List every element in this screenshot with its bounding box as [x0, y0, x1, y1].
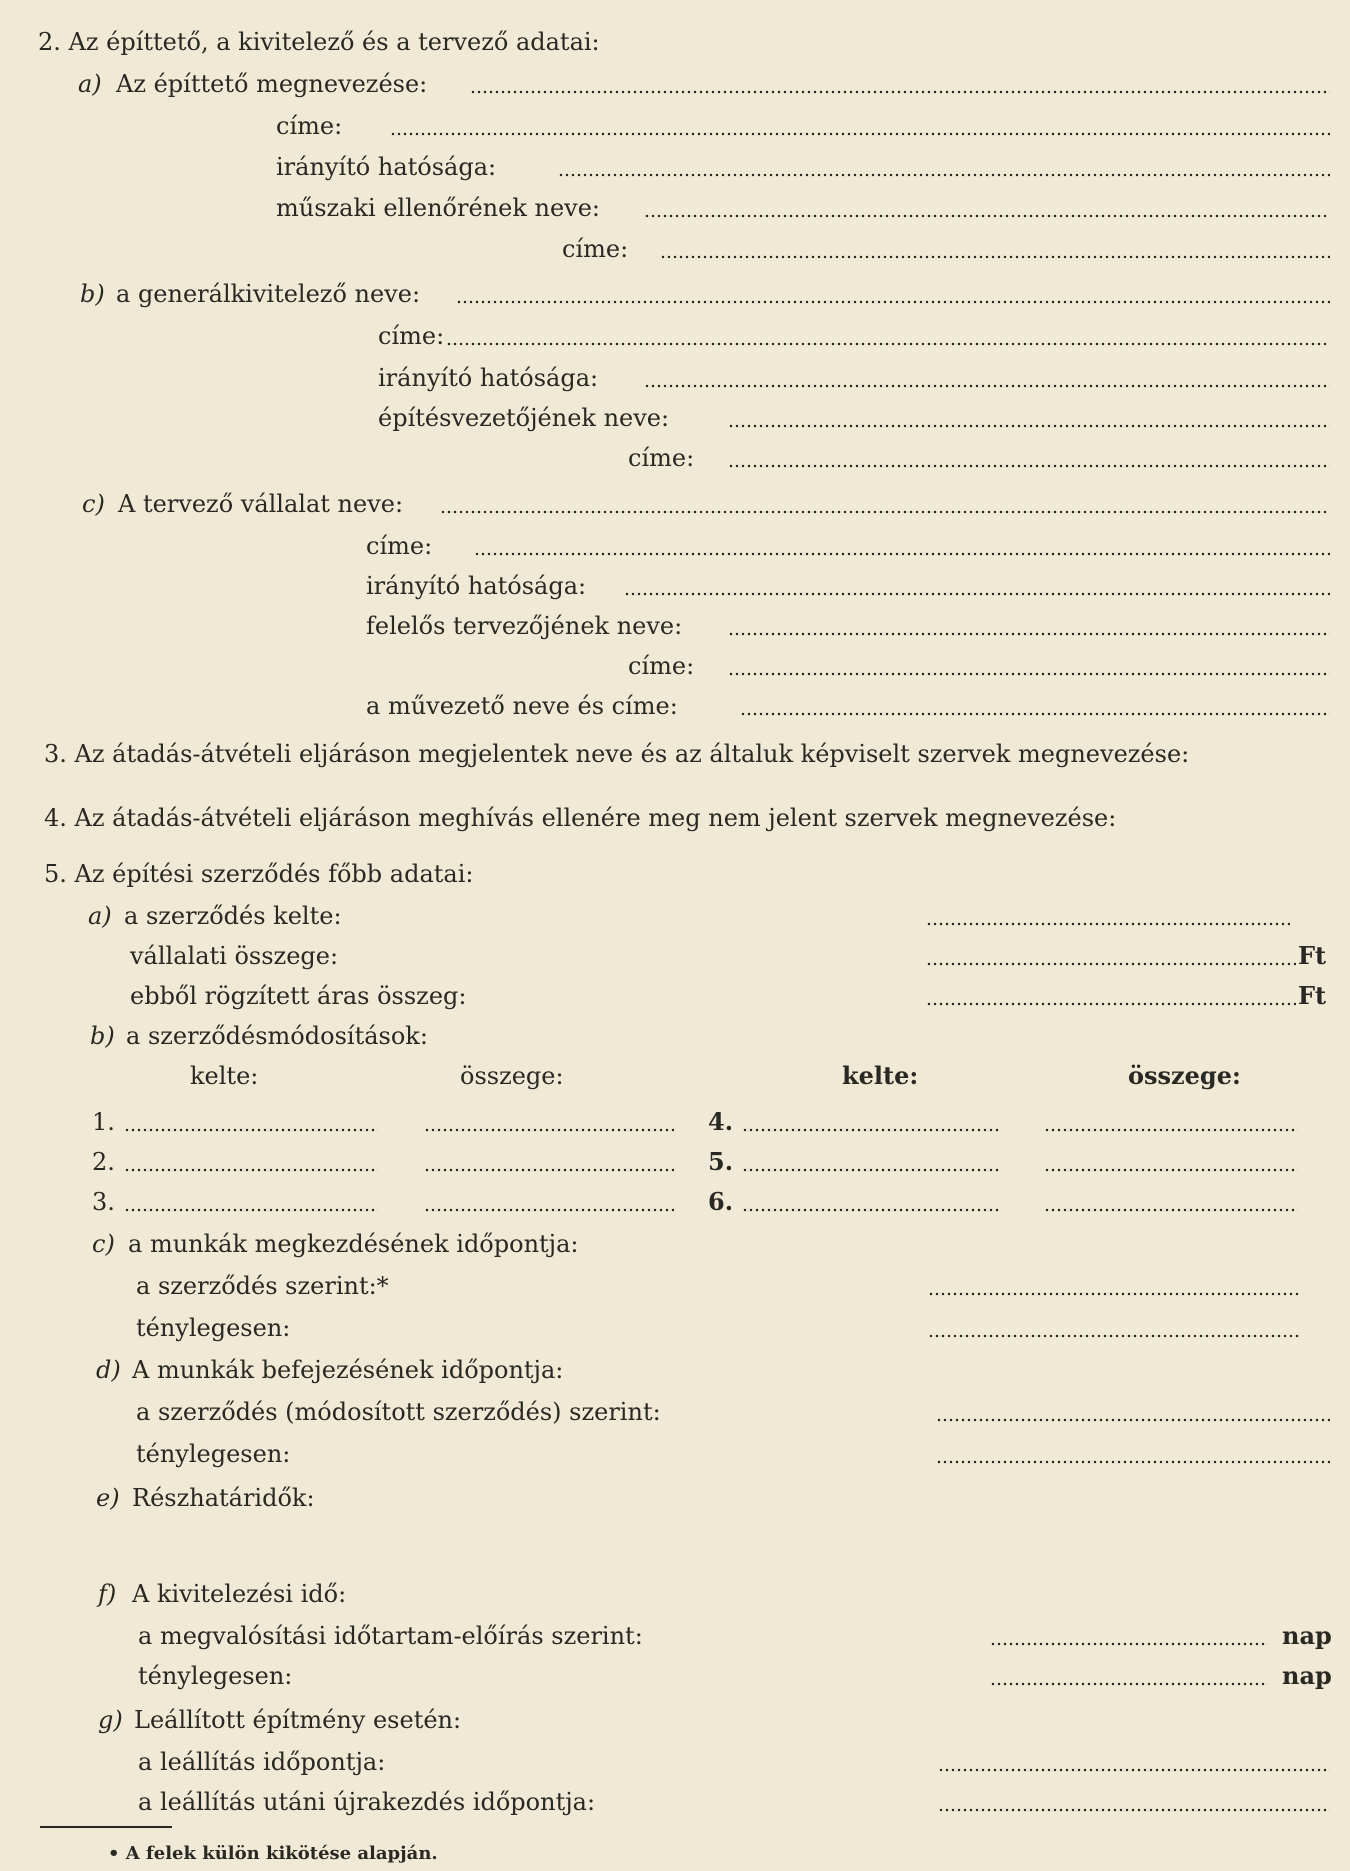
s5g-label: Leállított építmény esetén:: [134, 1706, 462, 1734]
s2a-inspector-address-field[interactable]: [660, 255, 1330, 259]
s5g-stop-label: a leállítás időpontja:: [138, 1748, 386, 1776]
s2c-marker: c): [82, 490, 105, 518]
s5a-marker: a): [88, 902, 112, 930]
s5b-col-amount-right: összege:: [1128, 1061, 1241, 1090]
s5f-plan-field[interactable]: [990, 1642, 1268, 1646]
s5d-label: A munkák befejezésének időpontja:: [132, 1356, 564, 1384]
s5a-fixed-currency: Ft: [1298, 981, 1327, 1010]
s2b-authority-field[interactable]: [644, 384, 1330, 388]
s2b-manager-address-label: címe:: [628, 444, 695, 472]
s5a-amount-currency: Ft: [1298, 941, 1327, 970]
s5g-restart-field[interactable]: [938, 1808, 1330, 1812]
s5f-actual-unit: nap: [1282, 1661, 1332, 1690]
section-2-heading: 2. Az építtető, a kivitelező és a tervező adatai:: [38, 28, 600, 56]
s2b-address-field[interactable]: [446, 342, 1330, 346]
s2a-address-label: címe:: [276, 112, 343, 140]
footnote: • A felek külön kikötése alapján.: [108, 1843, 438, 1864]
s5f-actual-field[interactable]: [990, 1682, 1268, 1686]
s5g-marker: g): [98, 1706, 123, 1734]
s2a-inspector-label: műszaki ellenőrének neve:: [276, 194, 601, 222]
s5b-marker: b): [90, 1022, 115, 1050]
s5d-contract-label: a szerződés (módosított szerződés) szerint:: [136, 1398, 661, 1426]
s2a-inspector-address-label: címe:: [562, 235, 629, 263]
s5b-row-4-num: 4.: [708, 1107, 734, 1136]
s5b-row-3-date-field[interactable]: [124, 1208, 378, 1212]
s5f-label: A kivitelezési idő:: [132, 1580, 347, 1608]
s5b-row-2-amount-field[interactable]: [424, 1168, 674, 1172]
s2c-authority-label: irányító hatósága:: [366, 572, 587, 600]
s5c-label: a munkák megkezdésének időpontja:: [128, 1230, 579, 1258]
s5f-plan-unit: nap: [1282, 1621, 1332, 1650]
s2c-name-field[interactable]: [440, 510, 1330, 514]
s5b-row-3-amount-field[interactable]: [424, 1208, 674, 1212]
s2c-designer-label: felelős tervezőjének neve:: [366, 612, 683, 640]
s2a-authority-label: irányító hatósága:: [276, 153, 497, 181]
s2a-address-field[interactable]: [390, 132, 1330, 136]
s5e-marker: e): [96, 1484, 120, 1512]
s2b-name-field[interactable]: [456, 300, 1330, 304]
s2a-authority-field[interactable]: [558, 173, 1330, 177]
section-3-text: 3. Az átadás-átvételi eljáráson megjelentek neve és az általuk képviselt szervek megnevezése:: [44, 740, 1190, 768]
s2c-authority-field[interactable]: [624, 592, 1330, 596]
s5b-col-date-right: kelte:: [842, 1061, 919, 1090]
s2c-supervisor-label: a művezető neve és címe:: [366, 692, 678, 720]
s5g-stop-field[interactable]: [938, 1768, 1330, 1772]
s5b-row-2-num: 2.: [92, 1148, 115, 1176]
s2b-marker: b): [80, 280, 105, 308]
section-4-text: 4. Az átadás-átvételi eljáráson meghívás ellenére meg nem jelent szervek megnevezése:: [44, 804, 1117, 832]
s5b-row-1-num: 1.: [92, 1108, 115, 1136]
s5d-actual-field[interactable]: [936, 1460, 1330, 1464]
s2c-address-field[interactable]: [474, 552, 1330, 556]
s2a-name-label: Az építtető megnevezése:: [116, 70, 428, 98]
s5c-contract-label: a szerződés szerint:*: [136, 1272, 389, 1300]
s2b-address-label: címe:: [378, 322, 445, 350]
s5b-row-4-amount-field[interactable]: [1044, 1128, 1298, 1132]
s5b-col-date-left: kelte:: [190, 1062, 259, 1090]
s2c-name-label: A tervező vállalat neve:: [118, 490, 404, 518]
s2a-name-field[interactable]: [470, 90, 1330, 94]
s5b-row-5-date-field[interactable]: [742, 1168, 1000, 1172]
s5a-amount-field[interactable]: [926, 962, 1296, 966]
section-5-heading: 5. Az építési szerződés főbb adatai:: [44, 860, 474, 888]
s2c-designer-field[interactable]: [728, 632, 1330, 636]
s2b-manager-field[interactable]: [728, 424, 1330, 428]
s5f-actual-label: ténylegesen:: [138, 1662, 293, 1690]
s5b-row-3-num: 3.: [92, 1188, 115, 1216]
s5b-row-1-date-field[interactable]: [124, 1128, 378, 1132]
s5c-contract-field[interactable]: [928, 1292, 1300, 1296]
s5b-row-6-date-field[interactable]: [742, 1208, 1000, 1212]
s5c-actual-field[interactable]: [928, 1334, 1300, 1338]
s5b-row-5-amount-field[interactable]: [1044, 1168, 1298, 1172]
s5b-row-6-num: 6.: [708, 1187, 734, 1216]
footnote-rule: [40, 1826, 172, 1828]
s5c-actual-label: ténylegesen:: [136, 1314, 291, 1342]
s2a-inspector-field[interactable]: [644, 214, 1330, 218]
s2c-address-label: címe:: [366, 532, 433, 560]
s5g-restart-label: a leállítás utáni újrakezdés időpontja:: [138, 1788, 596, 1816]
s2c-supervisor-field[interactable]: [740, 712, 1330, 716]
s2b-authority-label: irányító hatósága:: [378, 364, 599, 392]
s5a-fixed-field[interactable]: [926, 1002, 1296, 1006]
s5a-fixed-label: ebből rögzített áras összeg:: [130, 982, 467, 1010]
s5f-plan-label: a megvalósítási időtartam-előírás szerint:: [138, 1622, 643, 1650]
s5a-date-label: a szerződés kelte:: [124, 902, 342, 930]
s5b-label: a szerződésmódosítások:: [126, 1022, 428, 1050]
s5e-label: Részhatáridők:: [132, 1484, 315, 1512]
s5b-row-5-num: 5.: [708, 1147, 734, 1176]
s2c-designer-address-label: címe:: [628, 652, 695, 680]
s5f-marker: f): [98, 1580, 117, 1608]
s5b-col-amount-left: összege:: [460, 1062, 564, 1090]
s5d-actual-label: ténylegesen:: [136, 1440, 291, 1468]
s5a-date-field[interactable]: [926, 922, 1290, 926]
s2b-name-label: a generálkivitelező neve:: [116, 280, 421, 308]
s5d-contract-field[interactable]: [936, 1418, 1330, 1422]
s2b-manager-address-field[interactable]: [728, 464, 1330, 468]
s5a-amount-label: vállalati összege:: [130, 942, 339, 970]
s2c-designer-address-field[interactable]: [728, 672, 1330, 676]
s2b-manager-label: építésvezetőjének neve:: [378, 404, 670, 432]
s5c-marker: c): [92, 1230, 115, 1258]
s5b-row-4-date-field[interactable]: [742, 1128, 1000, 1132]
s2a-marker: a): [78, 70, 102, 98]
s5b-row-6-amount-field[interactable]: [1044, 1208, 1298, 1212]
s5b-row-2-date-field[interactable]: [124, 1168, 378, 1172]
s5b-row-1-amount-field[interactable]: [424, 1128, 674, 1132]
s5d-marker: d): [96, 1356, 121, 1384]
